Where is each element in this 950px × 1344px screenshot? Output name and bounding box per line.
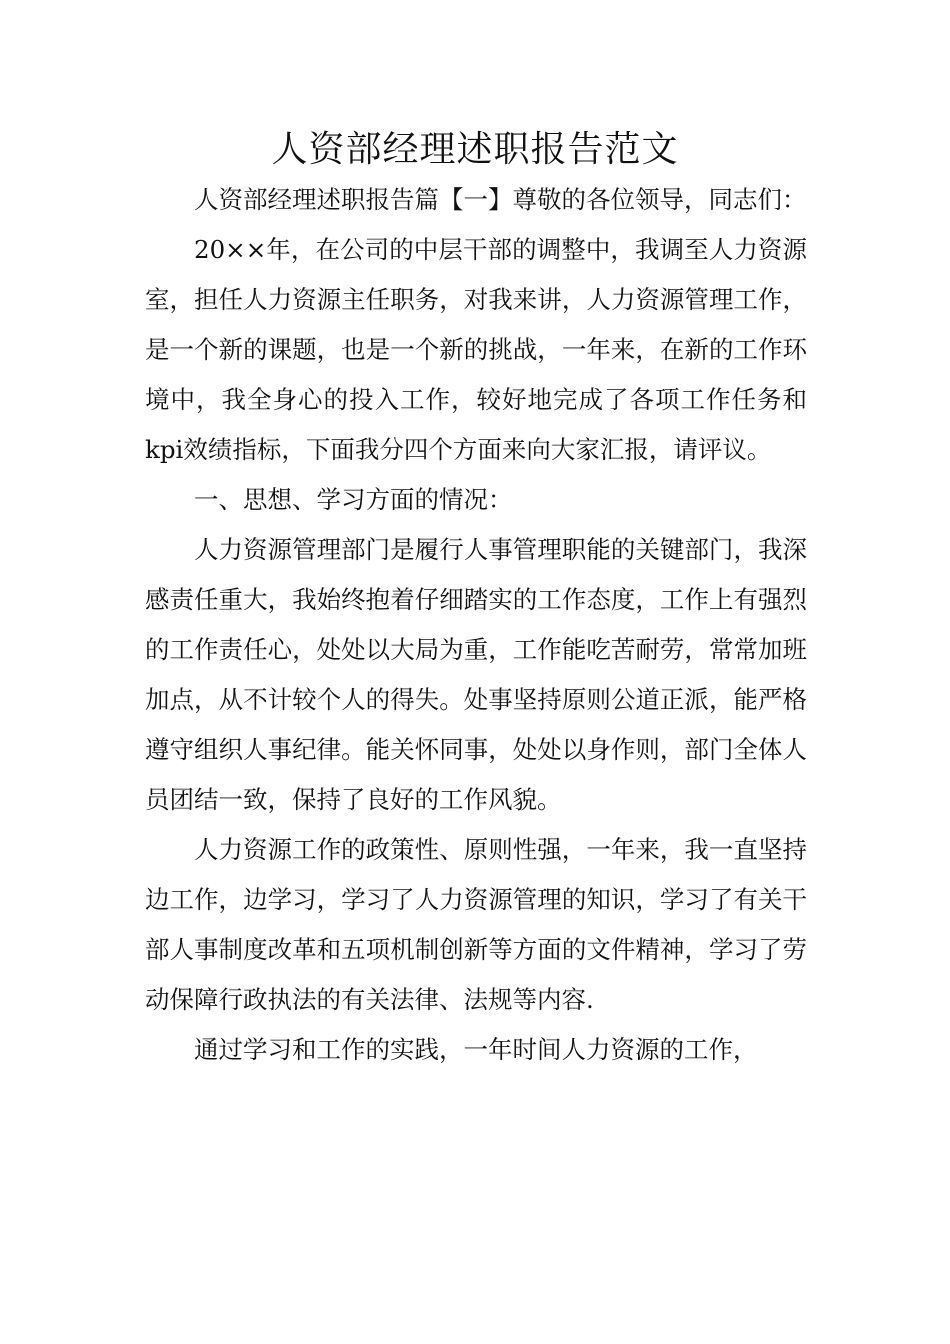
document-title: 人资部经理述职报告范文 (271, 129, 679, 170)
paragraph-practice: 通过学习和工作的实践，一年时间人力资源的工作， (194, 1035, 758, 1064)
paragraph-learning: 人力资源工作的政策性、原则性强，一年来，我一直坚持边工作，边学习，学习了人力资源管理的知识，学习了有关干部人事制度改革和五项机制创新等方面的文件精神，学习了劳动保障行政执法的有关法律、法规等内容. (145, 835, 807, 1014)
paragraph-intro: 20××年，在公司的中层干部的调整中，我调至人力资源室，担任人力资源主任职务，对我来讲，人力资源管理工作，是一个新的课题，也是一个新的挑战，一年来，在新的工作环境中，我全身心的投入工作，较好地完成了各项工作任务和kpi效绩指标，下面我分四个方面来向大家汇报，请评议。 (145, 235, 807, 464)
paragraph-attitude: 人力资源管理部门是履行人事管理职能的关键部门，我深感责任重大，我始终抱着仔细踏实的工作态度，工作上有强烈的工作责任心，处处以大局为重，工作能吃苦耐劳，常常加班加点，从不计较个人的得失。处事坚持原则公道正派，能严格遵守组织人事纪律。能关怀同事，处处以身作则，部门全体人员团结一致，保持了良好的工作风貌。 (145, 535, 807, 814)
paragraph-salutation: 人资部经理述职报告篇【一】尊敬的各位领导，同志们： (194, 185, 807, 214)
section-heading-1: 一、思想、学习方面的情况： (194, 485, 513, 514)
document-body (145, 175, 807, 1075)
